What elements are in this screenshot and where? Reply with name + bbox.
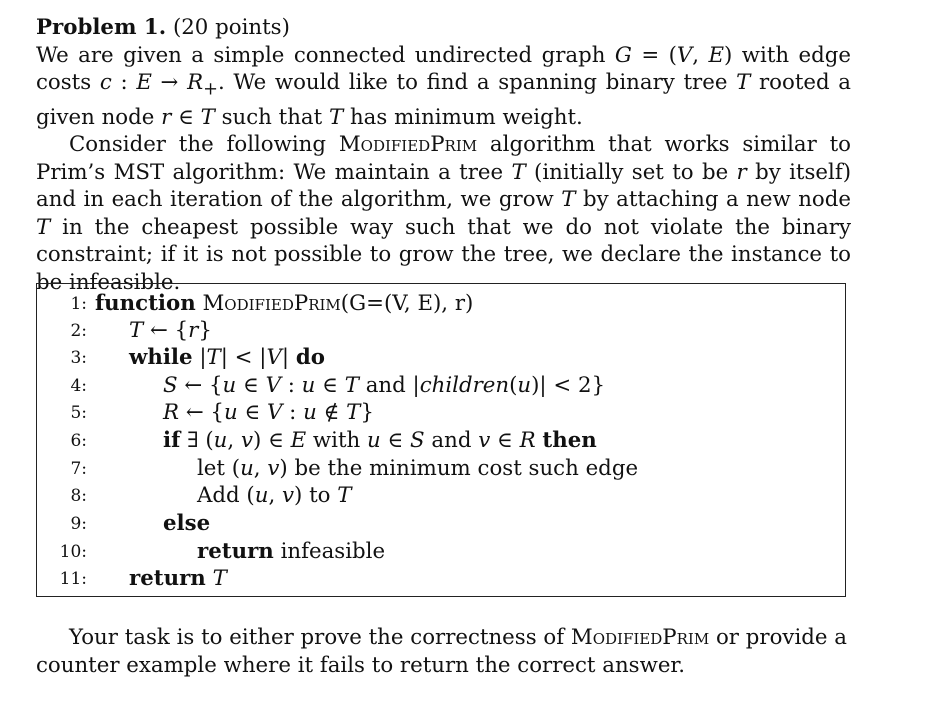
text-span: ← { bbox=[143, 318, 189, 343]
text-span: with bbox=[306, 428, 368, 453]
line-code bbox=[129, 565, 227, 592]
line-number: 5: bbox=[70, 403, 87, 423]
math-c: c bbox=[99, 70, 112, 95]
math-T: T bbox=[561, 187, 576, 213]
math-u: u bbox=[223, 400, 238, 425]
keyword-if: if bbox=[163, 428, 181, 453]
text-span: ∈ bbox=[171, 104, 201, 130]
problem-paragraph-2 bbox=[36, 131, 851, 296]
text-span: ( bbox=[509, 373, 518, 398]
math-T: T bbox=[129, 318, 144, 343]
text-span: , bbox=[692, 42, 709, 68]
text-span: (initially set to be bbox=[525, 159, 737, 185]
text-span: , bbox=[253, 456, 268, 481]
keyword-return: return bbox=[129, 566, 206, 591]
text-span: ) with edge costs bbox=[36, 42, 851, 95]
keyword-while: while bbox=[129, 345, 193, 370]
math-r: r bbox=[188, 318, 199, 343]
math-S: S bbox=[163, 373, 178, 398]
math-V: V bbox=[267, 400, 283, 425]
math-u: u bbox=[367, 428, 381, 453]
text-span: rooted a given node bbox=[36, 70, 851, 130]
text-span: infeasible bbox=[273, 539, 386, 564]
text-span: (G=(V, E), r) bbox=[340, 291, 474, 316]
text-span: | < | bbox=[220, 345, 267, 370]
text-span: ) be the minimum cost such edge bbox=[279, 456, 639, 481]
text-span: Consider the following bbox=[69, 132, 339, 158]
text-span: ∈ bbox=[380, 428, 411, 453]
text-span bbox=[196, 291, 203, 316]
math-T: T bbox=[36, 214, 51, 240]
problem-paragraph-1 bbox=[36, 42, 851, 132]
text-span: : bbox=[280, 373, 302, 398]
algorithm-name: ModifiedPrim bbox=[338, 132, 478, 158]
text-span: | bbox=[192, 345, 207, 370]
text-span: ) to bbox=[294, 483, 338, 508]
line-number: 7: bbox=[70, 459, 87, 479]
problem-title: Problem 1. bbox=[36, 15, 167, 40]
math-T: T bbox=[337, 483, 352, 508]
line-number: 3: bbox=[70, 348, 87, 368]
math-v: v bbox=[478, 428, 491, 453]
keyword-do: do bbox=[295, 345, 325, 370]
keyword-function: function bbox=[95, 291, 196, 316]
line-number: 10: bbox=[59, 542, 87, 562]
text-span: ) ∈ bbox=[252, 428, 291, 453]
text-span: , bbox=[227, 428, 241, 453]
text-span: ∈ bbox=[315, 373, 345, 398]
line-number: 1: bbox=[70, 294, 87, 314]
math-v: v bbox=[282, 483, 295, 508]
problem-heading bbox=[36, 14, 851, 42]
math-E: E bbox=[136, 70, 152, 95]
problem-points: (20 points) bbox=[172, 15, 290, 40]
text-span: : bbox=[111, 70, 137, 95]
text-span: ∈ bbox=[490, 428, 520, 453]
math-V: V bbox=[266, 345, 282, 370]
text-span: | bbox=[281, 345, 296, 370]
math-u: u bbox=[222, 373, 237, 398]
text-span: has minimum weight. bbox=[343, 104, 583, 130]
text-span: Your task is to either prove the correctness of bbox=[69, 625, 571, 650]
line-number: 4: bbox=[70, 376, 87, 396]
math-u: u bbox=[240, 456, 254, 481]
line-code bbox=[129, 344, 325, 371]
line-code bbox=[163, 372, 605, 399]
problem-statement bbox=[36, 14, 851, 296]
math-u: u bbox=[254, 483, 269, 508]
line-code bbox=[163, 427, 597, 454]
text-span: . We would like to find a spanning binary tree bbox=[217, 70, 737, 95]
math-u: u bbox=[213, 428, 228, 453]
math-R: R bbox=[519, 428, 536, 453]
line-code bbox=[129, 317, 212, 344]
text-span: let ( bbox=[197, 456, 241, 481]
text-span: ∈ bbox=[237, 400, 268, 425]
text-span: ← { bbox=[179, 400, 224, 425]
text-span: )| < 2} bbox=[531, 373, 606, 398]
text-span: in the cheapest possible way such that we do not violate the binary constraint; if it is not possible to grow the tree, we declare the instance to be infeasible. bbox=[36, 214, 851, 295]
task-paragraph bbox=[36, 624, 847, 679]
math-V: V bbox=[265, 373, 281, 398]
text-span bbox=[206, 566, 213, 591]
math-E: E bbox=[708, 42, 725, 68]
math-S: S bbox=[410, 428, 425, 453]
text-span: } bbox=[360, 400, 374, 425]
math-v: v bbox=[240, 428, 253, 453]
math-R: R bbox=[163, 400, 180, 425]
math-T: T bbox=[511, 159, 526, 185]
text-span: or provide a counter example where it fails to return the correct answer. bbox=[36, 625, 847, 678]
math-E: E bbox=[290, 428, 307, 453]
text-span: Add ( bbox=[197, 483, 255, 508]
text-span: We are given a simple connected undirected graph bbox=[36, 42, 615, 68]
text-span: ∃ ( bbox=[180, 428, 214, 453]
text-span: ← { bbox=[177, 373, 223, 398]
text-span: ∈ bbox=[236, 373, 266, 398]
algorithm-name: ModifiedPrim bbox=[202, 291, 341, 316]
line-number: 6: bbox=[70, 431, 87, 451]
keyword-else: else bbox=[163, 511, 211, 536]
text-span: ∉ bbox=[316, 400, 347, 425]
math-V: V bbox=[676, 42, 693, 68]
math-r: r bbox=[736, 159, 747, 185]
algorithm-box bbox=[36, 283, 846, 597]
line-code bbox=[197, 538, 385, 565]
keyword-then: then bbox=[542, 428, 597, 453]
text-span: = ( bbox=[631, 42, 677, 68]
text-span: by itself) and in each iteration of the algorithm, we grow bbox=[36, 159, 852, 213]
text-span: → bbox=[151, 70, 188, 95]
math-u: u bbox=[517, 373, 532, 398]
math-T: T bbox=[344, 373, 359, 398]
line-code bbox=[163, 399, 374, 426]
text-span: : bbox=[282, 400, 304, 425]
math-u: u bbox=[303, 400, 317, 425]
math-T: T bbox=[200, 104, 215, 130]
math-T: T bbox=[212, 566, 227, 591]
line-number: 2: bbox=[70, 321, 87, 341]
line-number: 9: bbox=[70, 514, 87, 534]
math-r: r bbox=[161, 104, 172, 130]
line-code bbox=[95, 290, 473, 317]
math-G: G bbox=[614, 42, 632, 68]
text-span: , bbox=[268, 483, 282, 508]
text-span: } bbox=[198, 318, 212, 343]
line-number: 8: bbox=[70, 486, 87, 506]
math-T: T bbox=[736, 70, 751, 95]
line-code bbox=[163, 510, 210, 537]
math-T: T bbox=[346, 400, 361, 425]
math-v: v bbox=[267, 456, 280, 481]
math-plus-subscript: + bbox=[203, 79, 218, 100]
text-span: and | bbox=[358, 373, 420, 398]
math-T: T bbox=[206, 345, 221, 370]
math-u: u bbox=[301, 373, 316, 398]
math-R: R bbox=[187, 70, 204, 95]
line-number: 11: bbox=[59, 569, 87, 589]
text-span: algorithm that works similar to Prim’s MST algorithm: We maintain a tree bbox=[36, 132, 852, 185]
line-code bbox=[197, 482, 352, 509]
math-children: children bbox=[419, 373, 510, 398]
text-span: by attaching a new node bbox=[575, 187, 851, 213]
algorithm-name: ModifiedPrim bbox=[570, 625, 710, 650]
text-span: such that bbox=[214, 104, 329, 130]
math-T: T bbox=[328, 104, 344, 130]
keyword-return: return bbox=[197, 539, 274, 564]
text-span: and bbox=[424, 428, 479, 453]
line-code bbox=[197, 455, 638, 482]
